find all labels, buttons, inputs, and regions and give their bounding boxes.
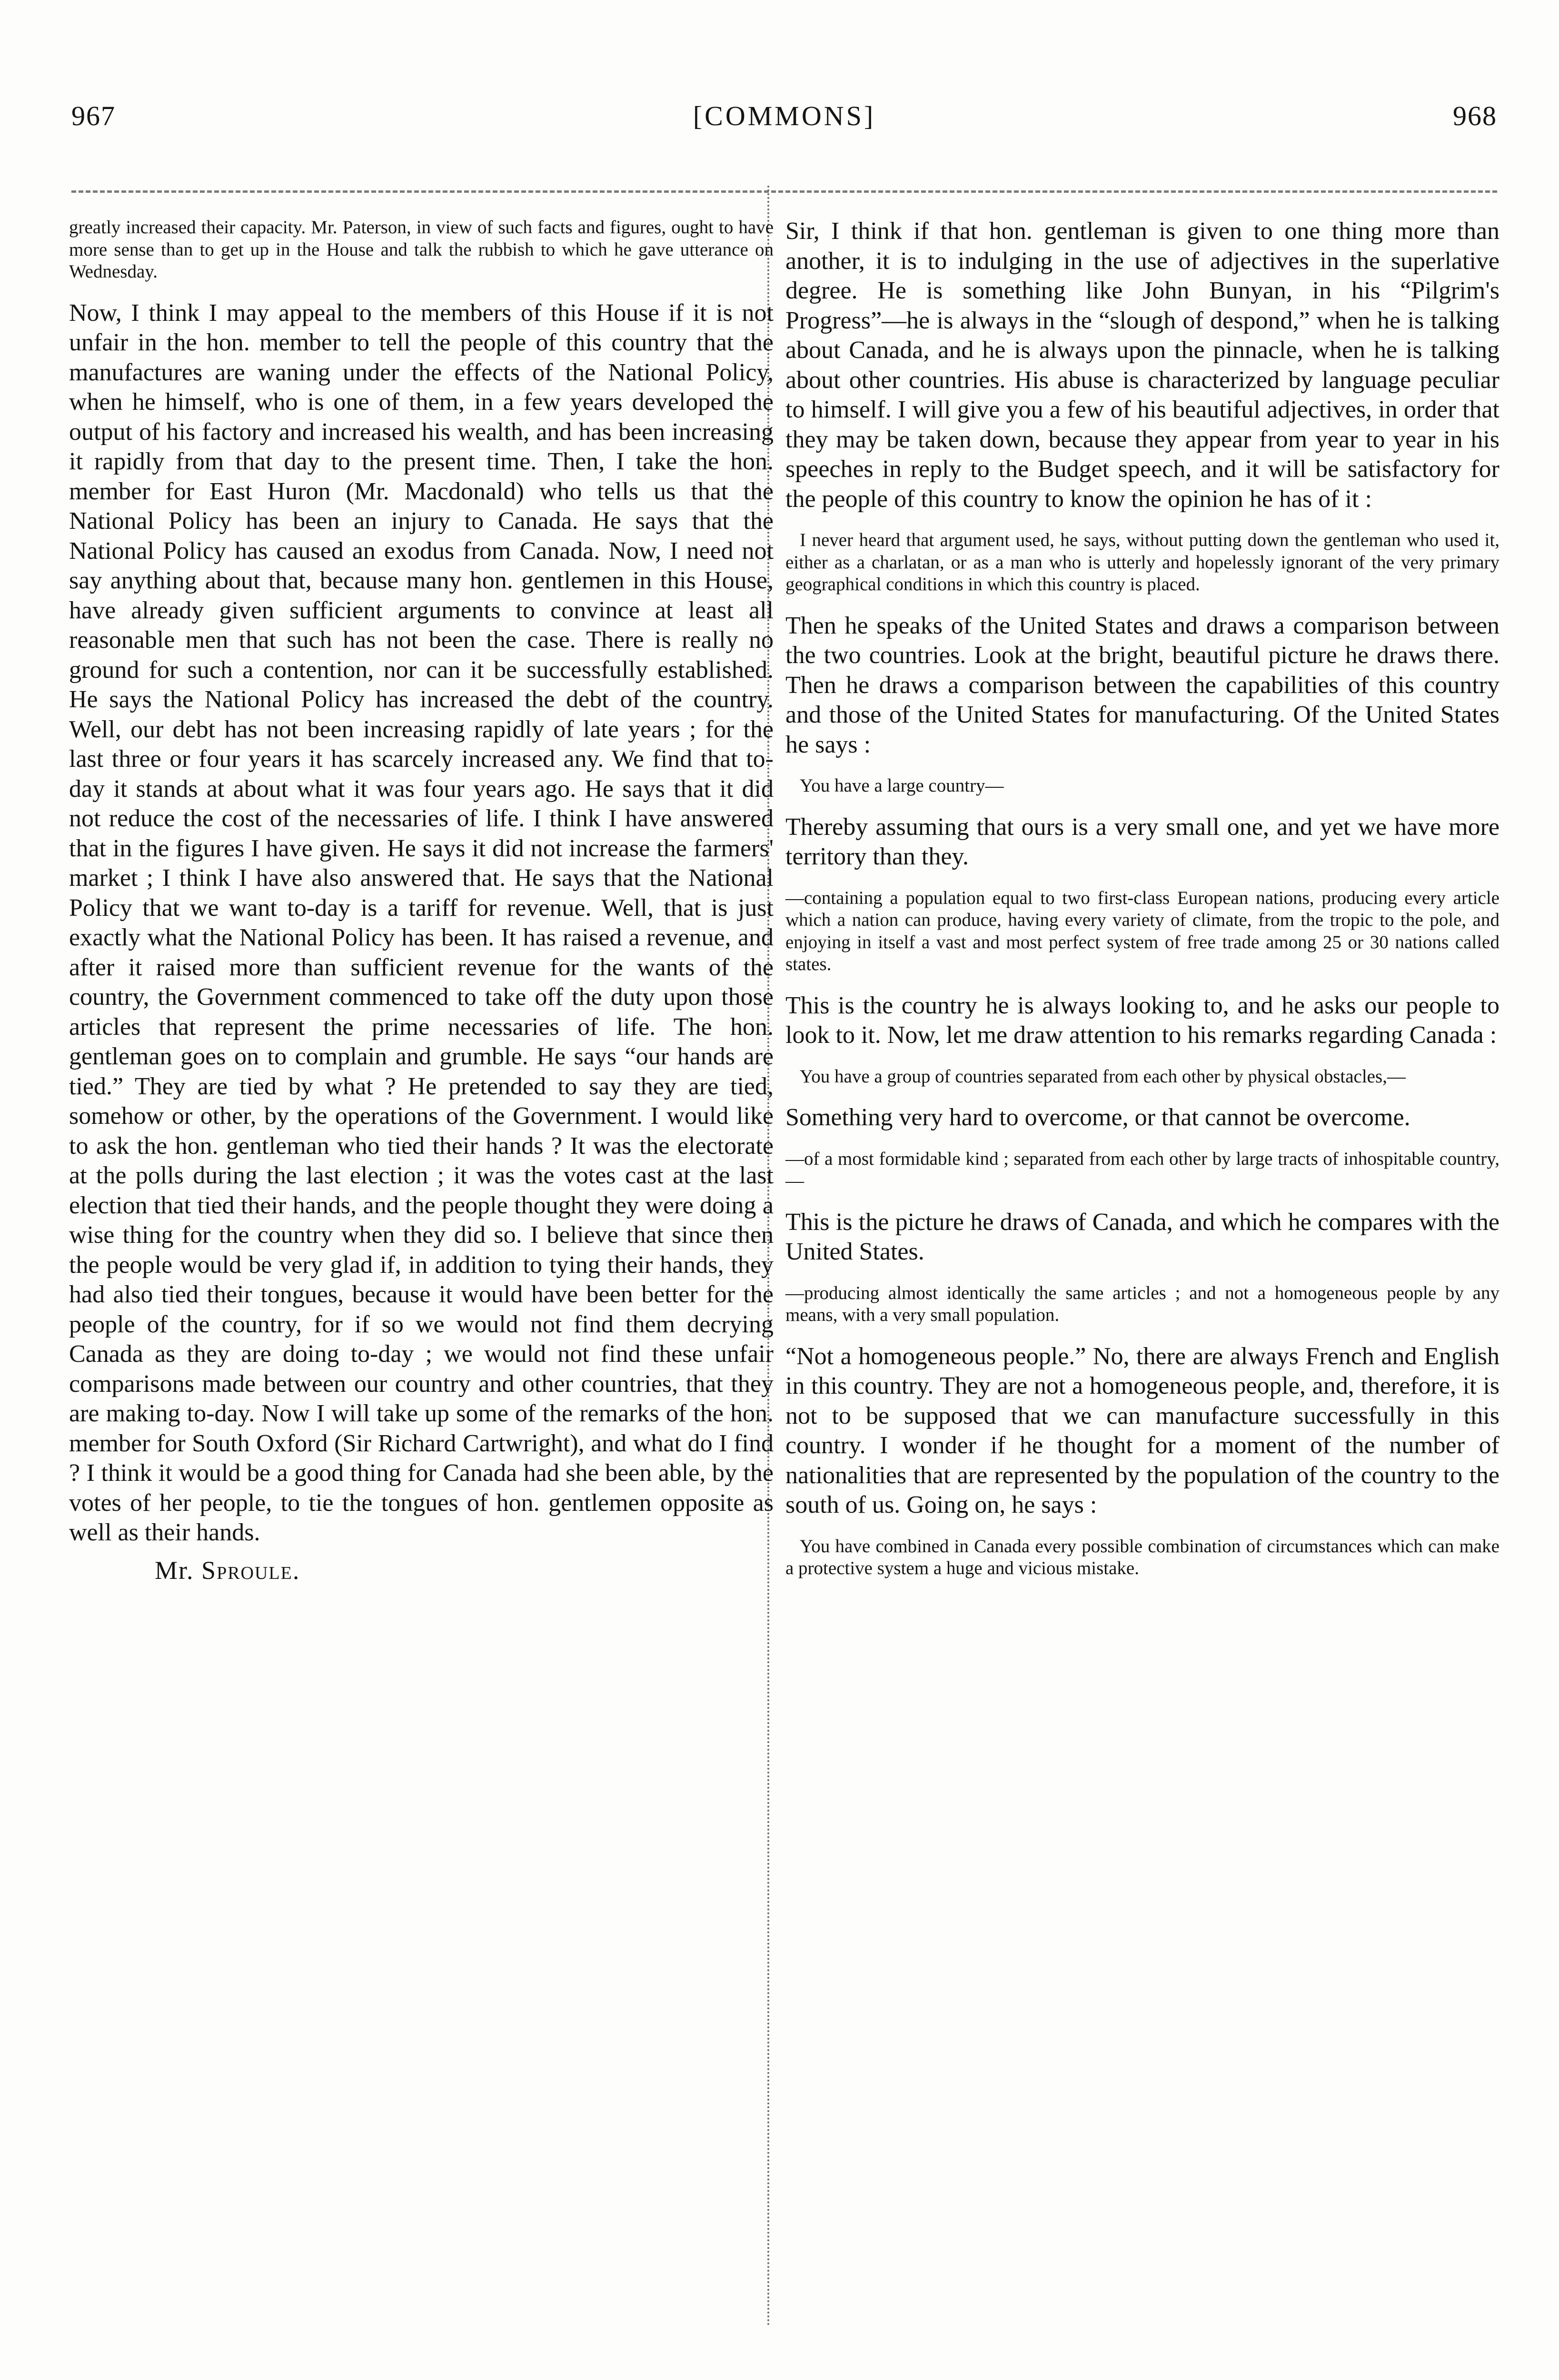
quotation: You have a large country—	[800, 775, 1004, 796]
header-rule	[71, 190, 1497, 193]
right-column	[785, 217, 1499, 1580]
paragraph: Now, I think I may appeal to the members of this House if it is not unfair in the hon. member to tell the people of this country that the manufactures are waning under the effects of the National Policy, when he himself, who is one of them, in a few years developed the output of his factory and increased his wealth, and has been increasing it rapidly from that day to the present time. Then, I take the hon. member for East Huron (Mr. Macdonald) who tells us that the National Policy has been an injury to Canada. He says that the National Policy has caused an exodus from Canada. Now, I need not say anything about that, because many hon. gentlemen in this House, have already given sufficient arguments to convince at least all reasonable men that such has not been the case. There is really no ground for such a contention, nor can it be successfully established. He says the National Policy has increased the debt of the country. Well, our debt has not been increasing rapidly of late years ; for the last three or four years it has scarcely increased any. We find that to-day it stands at about what it was four years ago. He says that it did not reduce the cost of the necessaries of life. I think I have answered that in the figures I have given. He says it did not increase the farmers' market ; I think I have also answered that. He says that the National Policy that we want to-day is a tariff for revenue. Well, that is just exactly what the National Policy has been. It has raised a revenue, and after it raised more than sufficient revenue for the wants of the country, the Government commenced to take off the duty upon those articles that represent the prime necessaries of life. The hon. gentleman goes on to complain and grumble. He says “our hands are tied.” They are tied by what ? He pretended to say they are tied, somehow or other, by the operations of the Government. I would like to ask the hon. gentleman who tied their hands ? It was the electorate at the polls during the last election ; it was the votes cast at the last election that tied their hands, and the people thought they were doing a wise thing for the country when they did so. I believe that since then the people would be very glad if, in addition to tying their hands, they had also tied their tongues, because it would have been better for the people of the country, for if so we would not find them decrying Canada as they are doing to-day ; we would not find these unfair comparisons made between our country and other countries, that they are making to-day. Now I will take up some of the remarks of the hon. member for South Oxford (Sir Richard Cartwright), and what do I find ? I think it would be a good thing for Canada had she been able, by the votes of her people, to tie the tongues of hon. gentlemen opposite as well as their hands.	[69, 299, 774, 1546]
paragraph: “Not a homogeneous people.” No, there are always French and English in this country. They are not a homogeneous people, and, therefore, it is not to be supposed that we can manufacture successfully in this country. I wonder if he thought for a moment of the number of nationalities that are represented by the population of the country to the south of us. Going on, he says :	[785, 1342, 1499, 1518]
page-title: [COMMONS]	[693, 100, 876, 131]
page-number-right: 968	[1453, 100, 1497, 131]
paragraph: Sir, I think if that hon. gentleman is given to one thing more than another, it is to indulging in the use of adjectives in the superlative degree. He is something like John Bunyan, in his “Pilgrim's Progress”—he is always in the “slough of despond,” when he is talking about Canada, and he is always upon the pinnacle, when he is talking about other countries. His abuse is characterized by language peculiar to himself. I will give you a few of his beautiful adjectives, in order that they may be taken down, because they appear from year to year in his speeches in reply to the Budget speech, and it will be satisfactory for the people of this country to know the opinion he has of it :	[785, 218, 1499, 513]
paragraph: Thereby assuming that ours is a very small one, and yet we have more territory than they.	[785, 813, 1499, 870]
page-number-left: 967	[71, 100, 116, 131]
page-header	[71, 100, 1497, 157]
speaker-name: Sproule.	[201, 1556, 300, 1585]
quotation: —producing almost identically the same articles ; and not a homogeneous people by any means, with a very small population.	[785, 1282, 1499, 1325]
quotation: You have combined in Canada every possible combination of circumstances which can make a protective system a huge and vicious mistake.	[785, 1536, 1499, 1578]
paragraph: Then he speaks of the United States and draws a comparison between the two countries. Look at the bright, beautiful picture he draws there. Then he draws a comparison between the capabilities of this country and those of the United States for manufacturing. Of the United States he says :	[785, 612, 1499, 758]
quotation: —of a most formidable kind ; separated from each other by large tracts of inhospitable country,—	[785, 1148, 1499, 1191]
paragraph: This is the picture he draws of Canada, and which he compares with the United States.	[785, 1208, 1499, 1265]
speaker-signature	[69, 1554, 774, 1587]
paragraph: Something very hard to overcome, or that cannot be overcome.	[785, 1104, 1410, 1131]
speaker-prefix: Mr.	[155, 1556, 194, 1585]
left-column	[69, 217, 774, 1587]
quotation: I never heard that argument used, he says, without putting down the gentleman who used it, either as a charlatan, or as a man who is utterly and hopelessly ignorant of the very primary geographical conditions in which this country is placed.	[785, 530, 1499, 595]
paragraph: greatly increased their capacity. Mr. Paterson, in view of such facts and figures, ought to have more sense than to get up in the House and talk the rubbish to which he gave utterance on Wednesday.	[69, 217, 774, 282]
quotation: You have a group of countries separated from each other by physical obstacles,—	[800, 1066, 1406, 1087]
quotation: —containing a population equal to two first-class European nations, producing every article which a nation can produce, having every variety of climate, from the tropic to the pole, and enjoying in itself a vast and most perfect system of free trade among 25 or 30 nations called states.	[785, 887, 1499, 974]
paragraph: This is the country he is always looking to, and he asks our people to look to it. Now, let me draw attention to his remarks regarding Canada :	[785, 992, 1499, 1049]
